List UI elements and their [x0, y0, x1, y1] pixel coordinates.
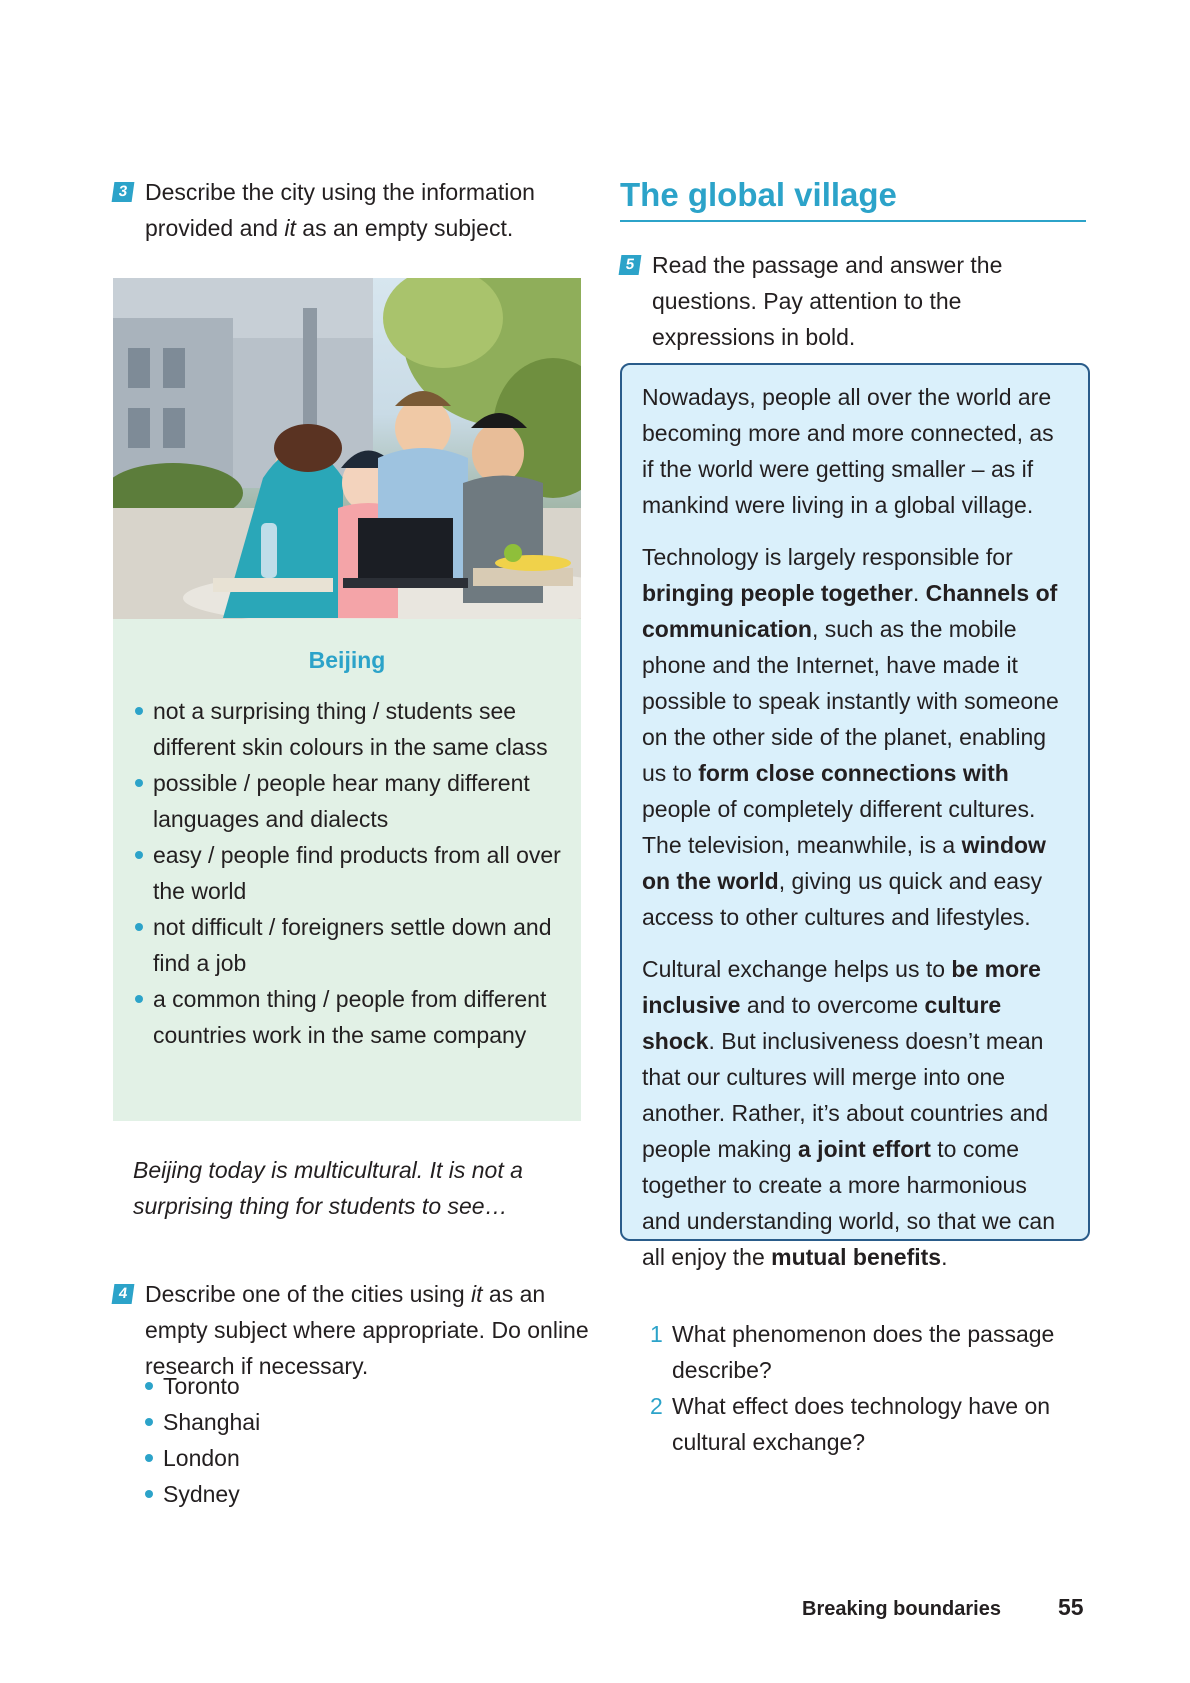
passage-paragraph-1: Nowadays, people all over the world are becoming more and more connected, as if the world were getting smaller – as if mankind were living in a global village. — [642, 384, 1054, 518]
beijing-info-box — [113, 619, 581, 1121]
beijing-bullet: not difficult / foreigners settle down and find a job — [133, 909, 563, 981]
task-4-text-it: it — [471, 1281, 483, 1307]
task-3-text-start: Describe the city using the information provided and — [145, 179, 535, 241]
page-number: 55 — [1058, 1594, 1084, 1620]
bold-expression: be more inclusive — [642, 956, 1041, 1018]
task-4-text-end: as an empty subject where appropriate. Do online research if necessary. — [145, 1281, 589, 1379]
question-number: 2 — [650, 1393, 663, 1419]
task-4-number: 4 — [112, 1284, 135, 1304]
footer-unit-title: Breaking boundaries — [802, 1598, 1001, 1620]
question-item — [650, 1316, 1086, 1388]
passage-text: to come together to create a more harmonious and understanding world, so that we can all enjoy the — [642, 1136, 1055, 1270]
bold-expression: window on the world — [642, 832, 1046, 894]
beijing-title: Beijing — [308, 647, 386, 673]
passage-paragraph-3 — [642, 951, 1068, 1275]
passage-text: , giving us quick and easy access to other cultures and lifestyles. — [642, 868, 1043, 930]
city-item: Shanghai — [143, 1404, 260, 1440]
bold-expression: bringing people together — [642, 580, 913, 606]
passage-text: . — [912, 580, 926, 606]
city-item: Toronto — [143, 1368, 260, 1404]
beijing-bullet: possible / people hear many different languages and dialects — [133, 765, 563, 837]
task-5-number: 5 — [619, 255, 642, 275]
bold-expression: form close connections with — [698, 760, 1009, 786]
question-text: What effect does technology have on cultural exchange? — [672, 1393, 1051, 1455]
task-5-instruction — [620, 247, 1080, 355]
task-3-text-it: it — [284, 215, 296, 241]
passage-text: , such as the mobile phone and the Internet, have made it possible to speak instantly with someone on the other side of the planet, enabling us to — [642, 616, 1059, 786]
passage-box — [620, 363, 1090, 1270]
task-4-text-start: Describe one of the cities using — [145, 1281, 472, 1307]
bold-expression: culture shock — [642, 992, 1002, 1054]
bold-expression: mutual benefits — [771, 1244, 942, 1270]
beijing-bullet: not a surprising thing / students see different skin colours in the same class — [133, 693, 563, 765]
example-sentence: Beijing today is multicultural. It is not a surprising thing for students to see… — [133, 1157, 523, 1219]
bold-expression: Channels of communication — [642, 580, 1058, 642]
city-item: Sydney — [143, 1476, 260, 1512]
task-3-text-end: as an empty subject. — [295, 215, 514, 241]
students-laptop-photo — [113, 278, 581, 619]
section-title: The global village — [620, 172, 1086, 222]
passage-text: Technology is largely responsible for — [642, 544, 1013, 570]
question-number: 1 — [650, 1321, 663, 1347]
question-item — [650, 1388, 1086, 1460]
passage-text: Cultural exchange helps us to — [642, 956, 952, 982]
beijing-bullet: easy / people find products from all over the world — [133, 837, 563, 909]
task-3-instruction — [113, 174, 583, 246]
question-list — [650, 1316, 1086, 1460]
beijing-bullet: a common thing / people from different countries work in the same company — [133, 981, 563, 1053]
passage-paragraph-2 — [642, 539, 1068, 935]
passage-text: . But inclusiveness doesn’t mean that our cultures will merge into one another. Rather, it’s about countries and people making — [642, 1028, 1049, 1162]
city-item: London — [143, 1440, 260, 1476]
task-5-text: Read the passage and answer the questions. Pay attention to the expressions in bold. — [652, 252, 1003, 350]
passage-text: people of completely different cultures. The television, meanwhile, is a — [642, 796, 1036, 858]
task-3-number: 3 — [112, 182, 135, 202]
passage-text: and to overcome — [740, 992, 925, 1018]
question-text: What phenomenon does the passage describe? — [672, 1321, 1055, 1383]
bold-expression: a joint effort — [798, 1136, 931, 1162]
passage-text: . — [941, 1244, 948, 1270]
beijing-bullet-list — [133, 693, 563, 1053]
city-list — [143, 1368, 260, 1512]
